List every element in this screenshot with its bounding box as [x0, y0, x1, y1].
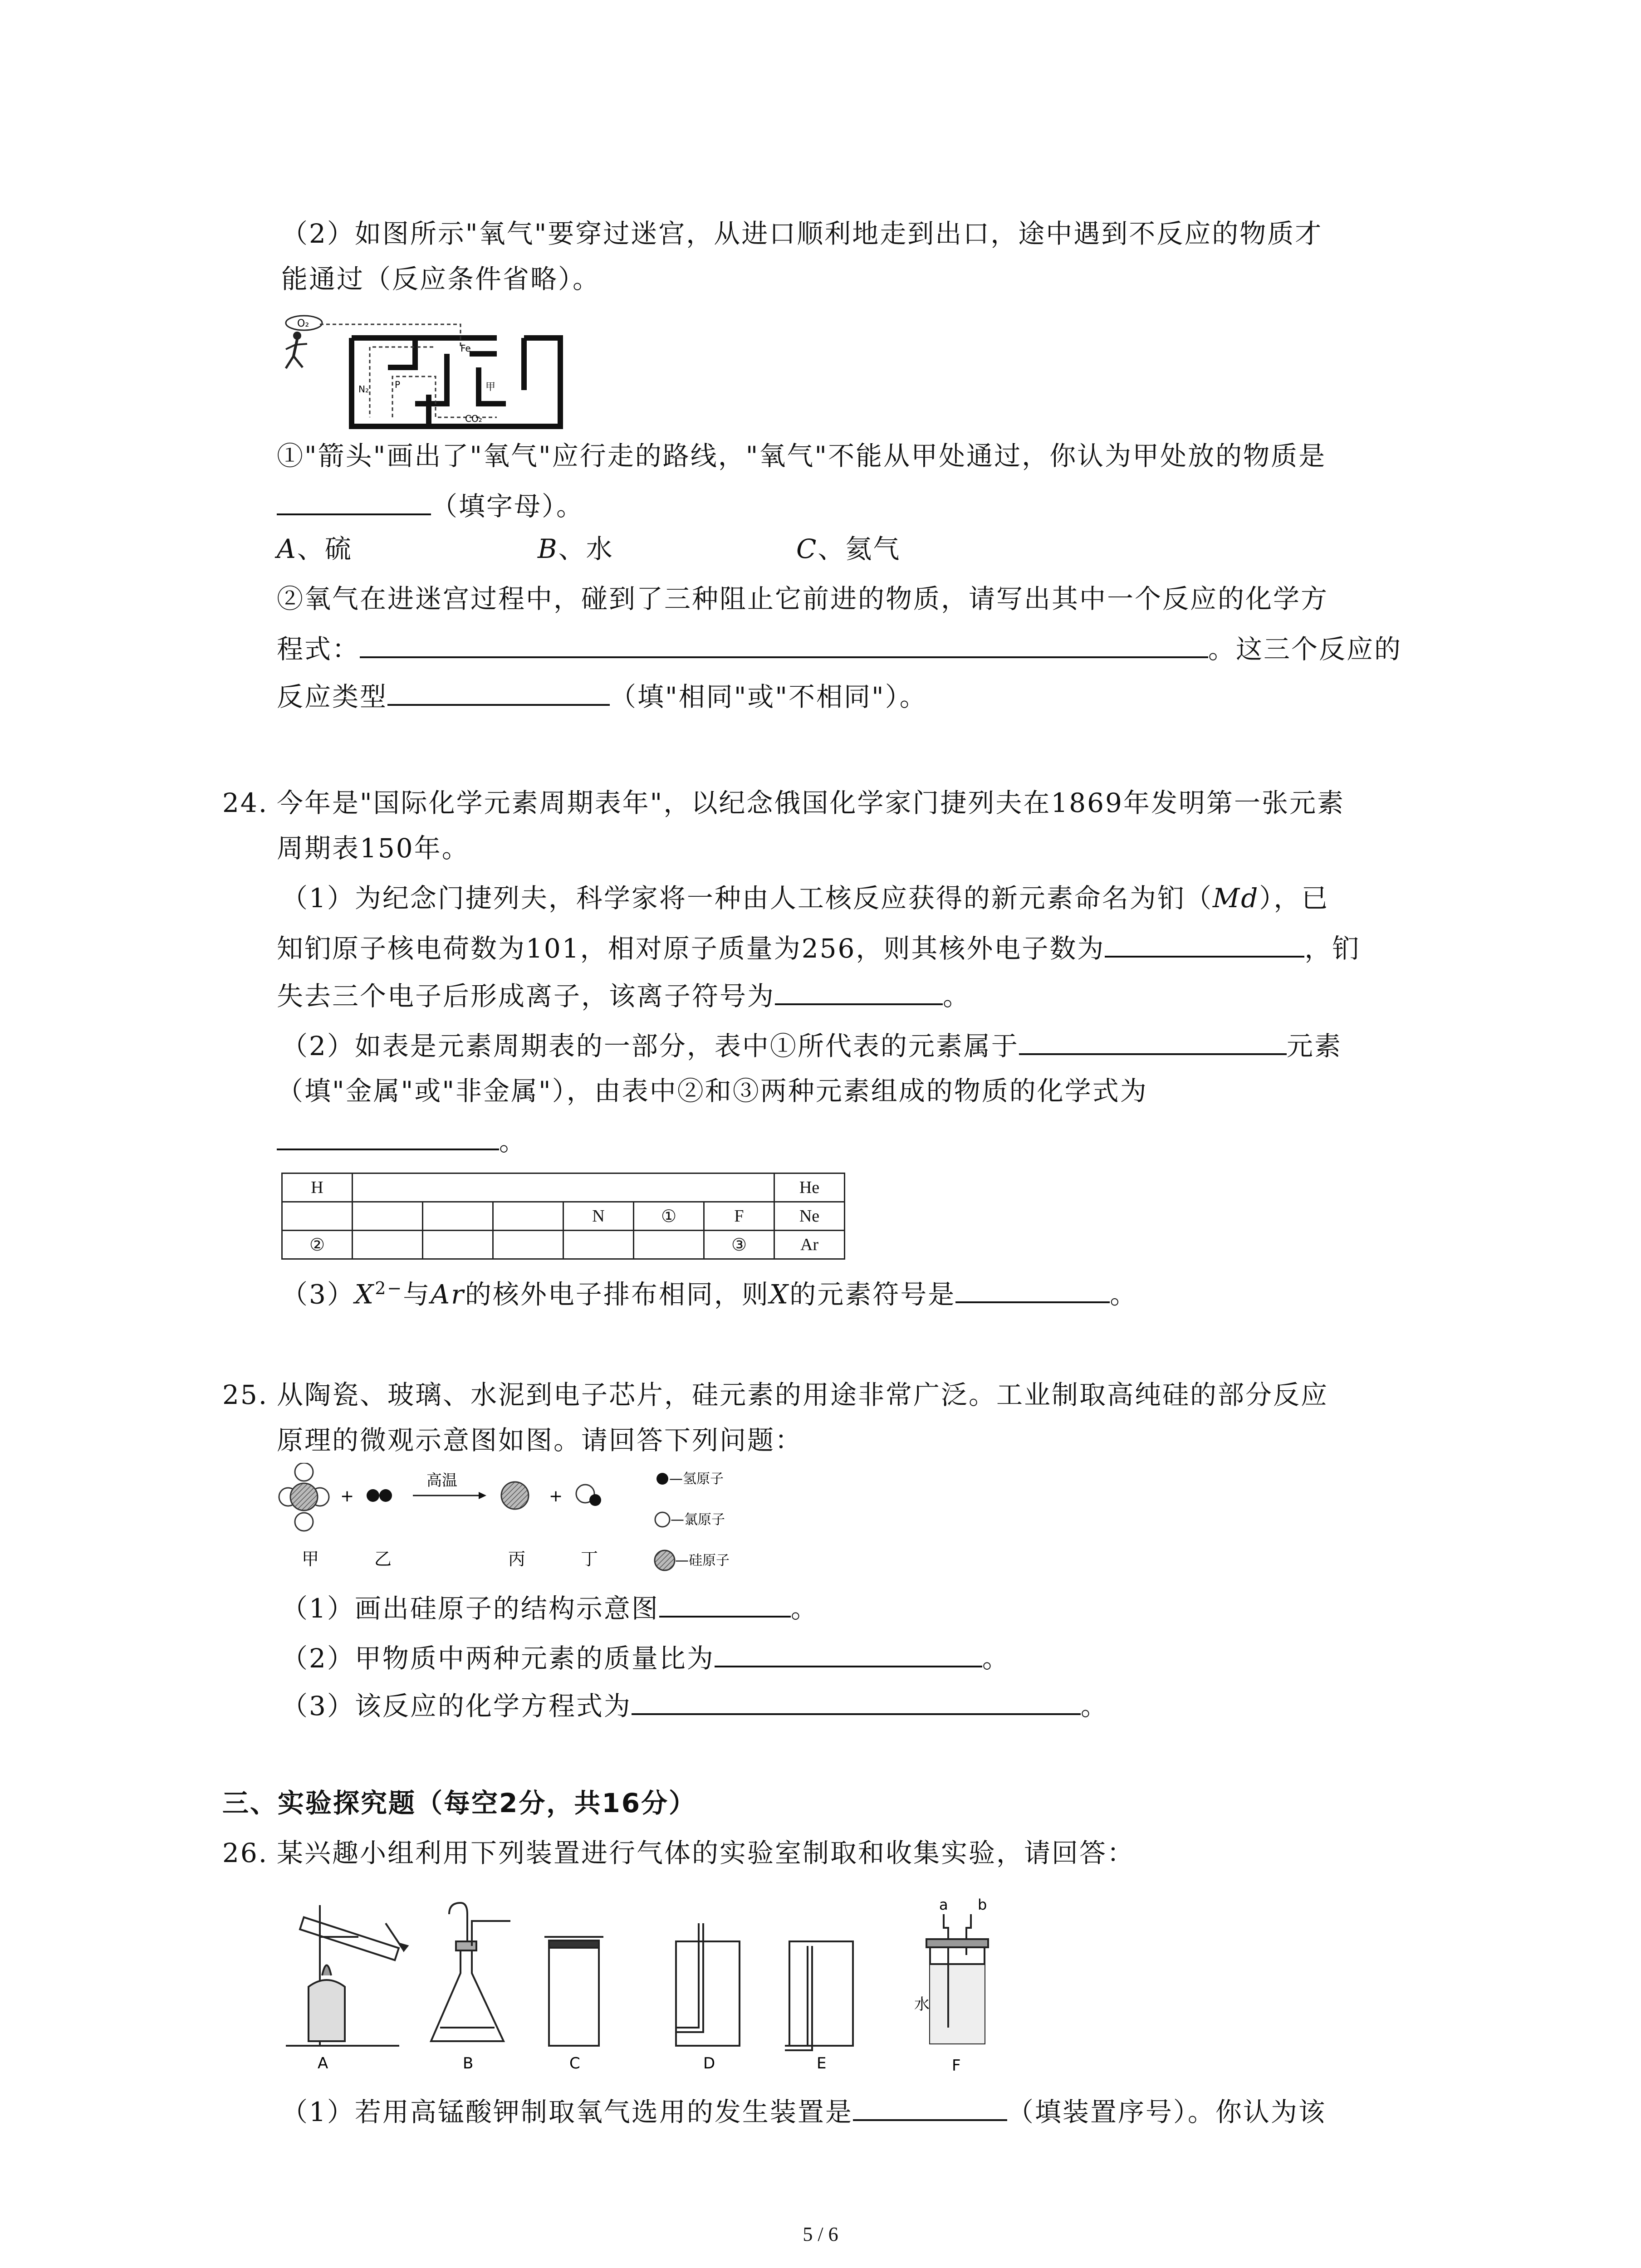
- table-cell: F: [704, 1202, 774, 1231]
- table-row: [282, 1173, 845, 1202]
- q23-option-c: C、氦气: [796, 533, 901, 564]
- legend-chlorine: —氯原子: [671, 1512, 725, 1528]
- table-cell: [353, 1202, 423, 1231]
- equation-blank[interactable]: [360, 628, 1208, 658]
- legend-silicon-icon: [655, 1550, 675, 1570]
- legend-hydrogen: —氢原子: [669, 1471, 724, 1487]
- table-cell: H: [282, 1173, 353, 1202]
- element-type-blank[interactable]: [1019, 1025, 1287, 1055]
- apparatus-figure: [277, 1896, 1057, 2073]
- apparatus-c: [544, 1937, 603, 2046]
- table-cell: [493, 1231, 563, 1259]
- device-blank[interactable]: [853, 2091, 1007, 2121]
- q23-s2-line2: 程式： 。这三个反应的: [277, 628, 1402, 667]
- q25-p3: （3）该反应的化学方程式为 。: [281, 1685, 1108, 1724]
- q25-p1: （1）画出硅原子的结构示意图 。: [281, 1588, 818, 1627]
- maze-label-jia: 甲: [485, 381, 496, 393]
- q23-option-a: A、硫: [277, 533, 353, 564]
- q24-number: 24.: [222, 787, 269, 818]
- table-cell: Ar: [774, 1231, 845, 1259]
- plus-sign: +: [549, 1487, 563, 1505]
- q26-p1: （1）若用高锰酸钾制取氧气选用的发生装置是 （填装置序号）。你认为该: [281, 2091, 1326, 2130]
- q25-number: 25.: [222, 1379, 269, 1410]
- q23-s2-line1: ②氧气在进迷宫过程中，碰到了三种阻止它前进的物质，请写出其中一个反应的化学方: [277, 583, 1329, 614]
- maze-label-co2: CO₂: [465, 413, 482, 424]
- legend-hydrogen-icon: [656, 1473, 668, 1485]
- mass-ratio-blank[interactable]: [715, 1637, 982, 1667]
- label-c: C: [569, 2054, 580, 2072]
- label-f-a: a: [939, 1896, 948, 1913]
- table-cell: Ne: [774, 1202, 845, 1231]
- apparatus-d: [676, 1923, 740, 2046]
- table-cell: [423, 1231, 493, 1259]
- q23-s2-line3: 反应类型 （填"相同"或"不相同"）。: [277, 676, 927, 715]
- label-yi: 乙: [374, 1549, 392, 1569]
- label-bing: 丙: [508, 1549, 526, 1569]
- plus-sign: +: [340, 1487, 354, 1505]
- equation-blank[interactable]: [632, 1685, 1081, 1715]
- q24-p2-line1: （2）如表是元素周期表的一部分，表中①所代表的元素属于 元素: [281, 1025, 1342, 1064]
- q25-line2: 原理的微观示意图如图。请回答下列问题：: [277, 1425, 803, 1456]
- element-symbol-blank[interactable]: [955, 1273, 1110, 1303]
- table-cell: ③: [704, 1231, 774, 1259]
- label-a: A: [318, 2054, 328, 2072]
- page-number: 5 / 6: [803, 2223, 838, 2245]
- ion-symbol-blank[interactable]: [775, 975, 943, 1005]
- condition-label: 高温: [426, 1471, 457, 1490]
- label-f-b: b: [978, 1896, 987, 1913]
- q23-s1-line1: ①"箭头"画出了"氧气"应行走的路线，"氧气"不能从甲处通过，你认为甲处放的物质是: [277, 440, 1327, 471]
- q23-p2-line1: （2）如图所示"氧气"要穿过迷宫，从进口顺利地走到出口，途中遇到不反应的物质才: [281, 218, 1323, 249]
- q23-p2-line2: 能通过（反应条件省略）。: [281, 264, 601, 294]
- q24-line2: 周期表150年。: [277, 833, 470, 864]
- table-cell: [353, 1173, 774, 1202]
- reaction-diagram: [277, 1463, 776, 1581]
- label-d: D: [703, 2054, 715, 2072]
- q24-p1-line3: 失去三个电子后形成离子，该离子符号为 。: [277, 975, 970, 1014]
- molecule-yi: [367, 1489, 392, 1502]
- label-e: E: [817, 2054, 827, 2072]
- label-f: F: [952, 2057, 961, 2073]
- maze-figure: [279, 313, 574, 435]
- answer-blank[interactable]: [277, 485, 431, 515]
- q24-p2-line3: 。: [277, 1120, 527, 1159]
- maze-label-o2: O₂: [297, 318, 309, 329]
- table-cell: [353, 1231, 423, 1259]
- label-b: B: [463, 2054, 474, 2072]
- maze-label-fe: Fe: [460, 343, 471, 354]
- q26-number: 26.: [222, 1838, 269, 1868]
- label-ding: 丁: [581, 1549, 598, 1569]
- label-water: 水: [914, 1995, 930, 2014]
- table-cell: N: [563, 1202, 634, 1231]
- q24-p1-line2: 知钔原子核电荷数为101，相对原子质量为256，则其核外电子数为 ，钔: [277, 928, 1360, 967]
- formula-blank[interactable]: [277, 1120, 499, 1150]
- q24-p1-line1: （1）为纪念门捷列夫，科学家将一种由人工核反应获得的新元素命名为钔（Md），已: [281, 883, 1329, 914]
- apparatus-a: [286, 1905, 407, 2046]
- q25-line1: 从陶瓷、玻璃、水泥到电子芯片，硅元素的用途非常广泛。工业制取高纯硅的部分反应: [277, 1379, 1329, 1410]
- table-row: [282, 1231, 845, 1259]
- table-cell: [634, 1231, 704, 1259]
- table-cell: [423, 1202, 493, 1231]
- table-cell: [282, 1202, 353, 1231]
- table-cell: [493, 1202, 563, 1231]
- reaction-type-blank[interactable]: [387, 676, 610, 706]
- table-cell: ①: [634, 1202, 704, 1231]
- apparatus-e: [785, 1941, 853, 2050]
- maze-label-n2: N₂: [358, 384, 369, 395]
- q25-p2: （2）甲物质中两种元素的质量比为 。: [281, 1637, 1010, 1677]
- label-jia: 甲: [302, 1549, 319, 1569]
- legend-chlorine-icon: [655, 1512, 670, 1527]
- silicon-structure-blank[interactable]: [659, 1588, 791, 1618]
- q23-s1-line2: （填字母）。: [277, 485, 584, 524]
- maze-walls: [352, 338, 560, 426]
- q24-p3-line: $(3)X^{2-}$与Ar的核外电子排布相同，则X的元素符号是 。: [281, 1270, 1137, 1312]
- q24-p2-line2: （填"金属"或"非金属"），由表中②和③两种元素组成的物质的化学式为: [277, 1075, 1148, 1106]
- table-row: [282, 1202, 845, 1231]
- maze-label-p: P: [395, 379, 401, 390]
- arrow-head-icon: [479, 1492, 486, 1499]
- table-cell: ②: [282, 1231, 353, 1259]
- electron-count-blank[interactable]: [1105, 928, 1304, 958]
- legend-silicon: —硅原子: [675, 1553, 730, 1569]
- q24-line1: 今年是"国际化学元素周期表年"，以纪念俄国化学家门捷列夫在1869年发明第一张元素: [277, 787, 1345, 818]
- table-cell: He: [774, 1173, 845, 1202]
- periodic-table-excerpt: [281, 1173, 845, 1260]
- section-title: 三、实验探究题（每空2分，共16分）: [222, 1788, 697, 1818]
- table-cell: [563, 1231, 634, 1259]
- apparatus-b: [431, 1903, 510, 2041]
- molecule-jia: [279, 1463, 329, 1531]
- apparatus-f: [926, 1914, 988, 2043]
- q26-line1: 某兴趣小组利用下列装置进行气体的实验室制取和收集实验，请回答：: [277, 1838, 1135, 1868]
- molecule-bing: [501, 1482, 529, 1509]
- molecule-ding: [576, 1485, 601, 1506]
- q23-option-b: B、水: [538, 533, 614, 564]
